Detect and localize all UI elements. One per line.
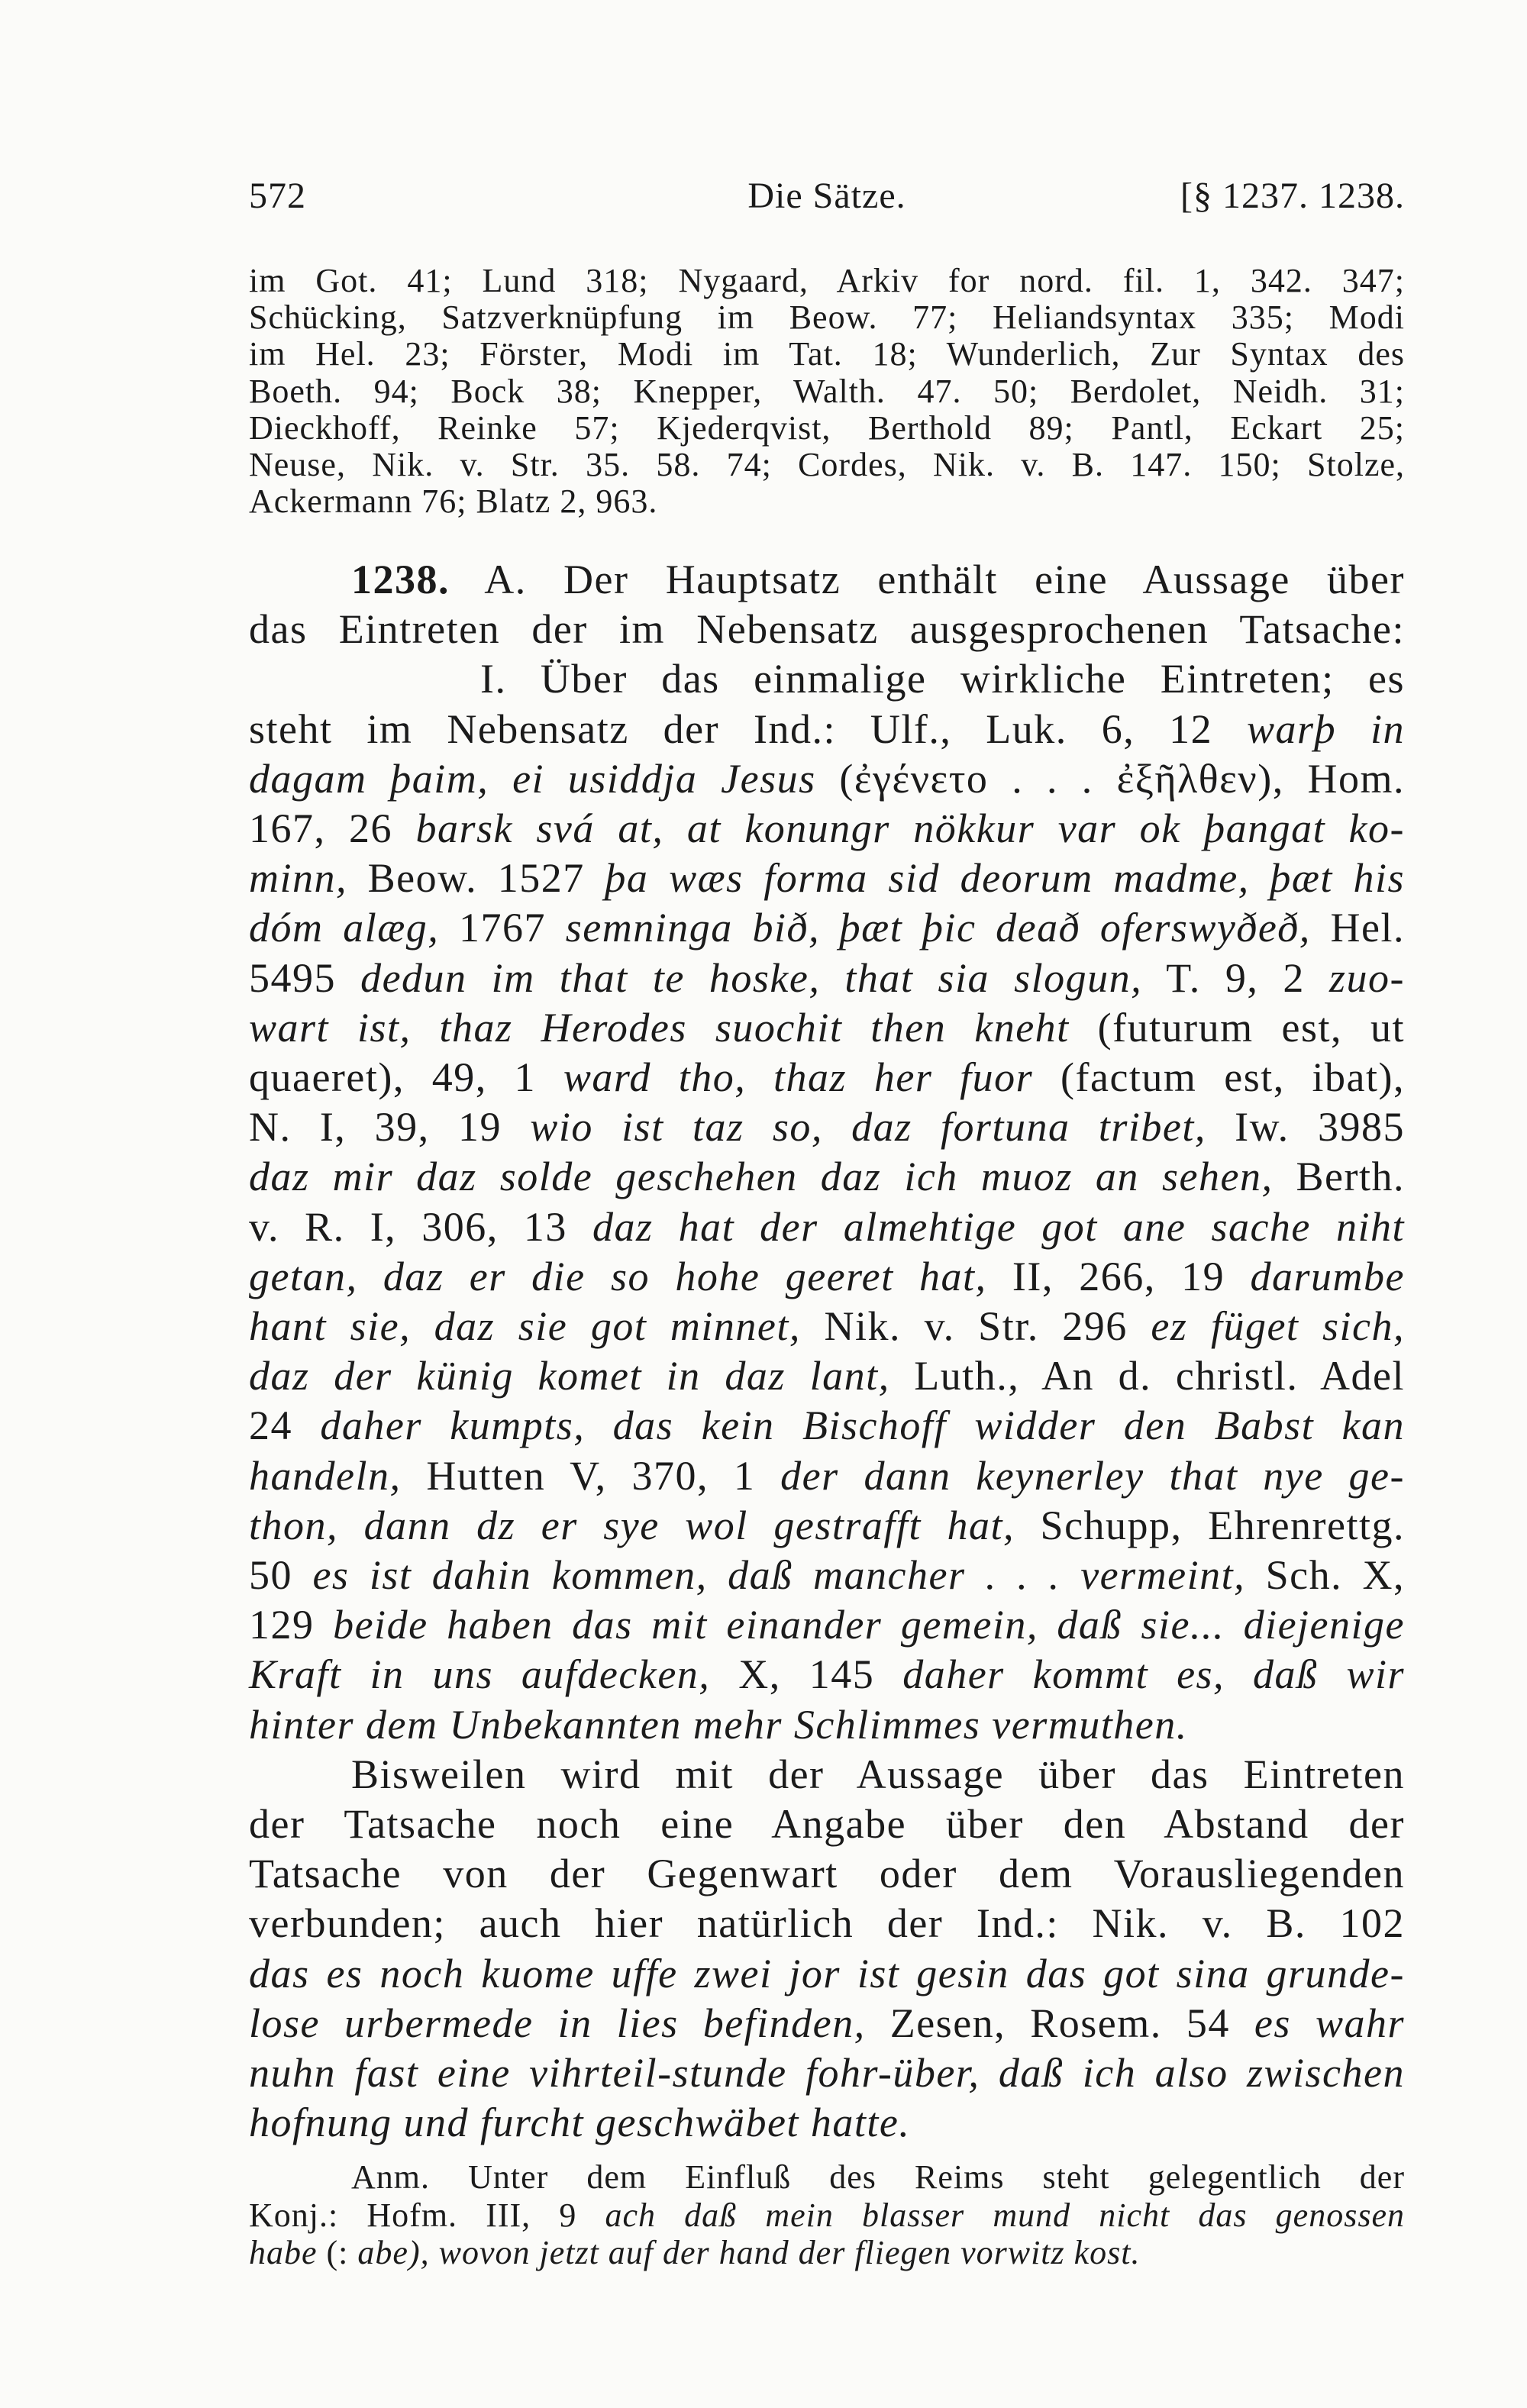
roman-text: verbunden; auch hier natürlich der Ind.: Nik. v. B. 102 [249,1900,1405,1947]
text-line [249,1252,1405,1302]
italic-text: ward tho, thaz her fuor [563,1054,1034,1101]
roman-text: 24 [249,1403,321,1449]
italic-text: dedun im that te hoske, that sia slogun, [360,954,1143,1001]
roman-text: Berth. [1273,1154,1405,1200]
text-line [249,336,1405,373]
roman-text: Bisweilen wird mit der Aussage über das Eintreten [351,1751,1405,1797]
text-line [249,2234,1405,2272]
roman-text: 50 [249,1552,313,1599]
italic-text: dóm alæg, [249,905,440,951]
text-line [249,483,1405,520]
italic-text: hinter dem Unbekannten mehr Schlimmes vermuthen. [249,1701,1188,1748]
text-line [249,2098,1405,2148]
text-line [249,1999,1405,2048]
reference-list [249,263,1405,520]
italic-text: ez füget sich, [1151,1303,1405,1350]
italic-text: hofnung und furcht geschwäbet hatte. [249,2100,911,2146]
section-text [249,555,1405,2148]
italic-text: beide haben das mit einander gemein, daß sie... diejenige [333,1602,1405,1648]
roman-text: der Tatsache noch eine Angabe über den Abstand der [249,1801,1405,1848]
roman-text: Beow. 1527 [347,855,605,902]
italic-text: lose urbermede in lies befinden, [249,2000,866,2046]
roman-text: Boeth. 94; Bock 38; Knepper, Walth. 47. 50; Berdolet, Neidh. 31; [249,372,1405,410]
text-line [249,1053,1405,1102]
roman-text: A. Der Hauptsatz enthält eine Aussage über [450,557,1405,602]
italic-text: minn, [249,855,347,902]
italic-text: dagam þaim, ei usiddja Jesus [249,755,816,802]
roman-text: Konj.: Hofm. III, 9 [249,2196,605,2234]
roman-text: 129 [249,1602,334,1648]
italic-text: darumbe [1250,1253,1405,1299]
text-line [249,263,1405,299]
roman-text: steht im Nebensatz der Ind.: Ulf., Luk. 6, 12 [249,705,1248,752]
roman-text: Sch. X, [1245,1552,1406,1599]
text-line [249,1551,1405,1600]
italic-text: das es noch kuome uffe zwei jor ist gesin das got sina grunde- [249,1950,1405,1996]
text-line [249,854,1405,903]
roman-text: Iw. 3985 [1206,1104,1405,1151]
text-line [249,373,1405,410]
text-line [249,1899,1405,1948]
text-line [249,754,1405,804]
roman-text: I. Über das einmalige wirkliche Eintreten; es [480,656,1405,702]
roman-text: Dieckhoff, Reinke 57; Kjederqvist, Berthold 89; Pantl, Eckart 25; [249,408,1405,447]
text-line [249,2197,1405,2235]
text-line [249,2158,1405,2197]
paragraph-start-line [249,1750,1405,1800]
text-line [249,954,1405,1003]
italic-text: thon, dann dz er sye wol gestrafft hat, [249,1502,1015,1548]
text-line [249,1800,1405,1849]
roman-text: 5495 [249,954,361,1001]
roman-text: 1767 [439,905,566,951]
text-line [249,1451,1405,1501]
roman-text: II, 266, 19 [986,1253,1251,1299]
text-line [249,1302,1405,1351]
roman-text: Ackermann 76; Blatz 2, 963. [249,483,658,521]
text-line [249,1501,1405,1551]
roman-text: im Got. 41; Lund 318; Nygaard, Arkiv for nord. fil. 1, 342. 347; [249,262,1405,299]
italic-text: abe), wovon jetzt auf der hand der fliegen vorwitz kost. [357,2234,1141,2271]
roman-text: im Hel. 23; Förster, Modi im Tat. 18; Wunderlich, Zur Syntax des [249,335,1405,373]
running-header [249,173,1405,220]
text-line [249,1152,1405,1202]
italic-text: daz mir daz solde geschehen daz ich muoz an sehen, [249,1154,1274,1200]
text-line [249,1401,1405,1451]
text-line [249,1351,1405,1401]
italic-text: daz hat der almehtige got ane sache niht [592,1203,1405,1250]
italic-text: hant sie, daz sie got minnet, [249,1303,801,1350]
subsection-heading-line [249,654,1405,704]
roman-text: N. I, 39, 19 [249,1104,531,1151]
italic-text: barsk svá at, at konungr nökkur var ok þangat ko- [415,805,1406,852]
text-line [249,447,1405,483]
roman-text: das Eintreten der im Nebensatz ausgesprochenen Tatsache: [249,606,1405,653]
text-line [249,1003,1405,1053]
italic-text: zuo- [1329,954,1405,1001]
section-heading-line [249,555,1405,605]
roman-text: Tatsache von der Gegenwart oder dem Vorausliegenden [249,1851,1405,1897]
text-line [249,1102,1405,1152]
text-line [249,2048,1405,2098]
roman-text: Schupp, Ehrenrettg. [1014,1502,1405,1548]
italic-text: daher kumpts, das kein Bischoff widder den Babst kan [320,1403,1405,1449]
roman-text: (factum est, ibat), [1033,1054,1405,1101]
text-line [249,1202,1405,1252]
text-line [249,804,1405,854]
roman-text: (futurum est, ut [1069,1004,1405,1051]
italic-text: habe [249,2234,318,2271]
italic-text: es ist dahin kommen, daß mancher . . . vermeint, [312,1552,1246,1599]
text-line [249,299,1405,336]
text-line [249,1949,1405,1999]
section-range: [§ 1237. 1238. [1180,176,1405,216]
text-line [249,605,1405,654]
italic-text: daher kommt es, daß wir [902,1651,1406,1698]
roman-text: 167, 26 [249,805,416,852]
italic-text: wart ist, thaz Herodes suochit then kneht [249,1004,1070,1051]
roman-text: Neuse, Nik. v. Str. 35. 58. 74; Cordes, Nik. v. B. 147. 150; Stolze, [249,446,1405,484]
roman-text: Hel. [1310,905,1405,951]
text-line [249,410,1405,447]
roman-text: Hutten V, 370, 1 [401,1452,781,1499]
italic-text: Kraft in uns aufdecken, [249,1651,711,1698]
italic-text: þa wæs forma sid deorum madme, þæt his [605,855,1406,902]
text-line [249,705,1405,754]
roman-text: quaeret), 49, 1 [249,1054,563,1101]
text-line [249,1700,1405,1750]
roman-text: (ἐγένετο . . . ἐξῆλθεν), Hom. [815,755,1406,802]
roman-text: Anm. Unter dem Einfluß des Reims steht gelegentlich der [351,2158,1405,2196]
text-line [249,1849,1405,1899]
roman-text: (: [317,2234,358,2271]
text-line [249,1600,1405,1650]
roman-text: T. 9, 2 [1142,954,1329,1001]
italic-text: warþ in [1247,705,1405,752]
italic-text: wio ist taz so, daz fortuna tribet, [530,1104,1206,1151]
bold-text: 1238. [351,557,450,602]
roman-text: Luth., An d. christl. Adel [889,1353,1405,1399]
italic-text: ach daß mein blasser mund nicht das genossen [605,2196,1405,2234]
italic-text: nuhn fast eine vihrteil-stunde fohr-über, daß ich also zwischen [249,2050,1405,2097]
text-line [249,1650,1405,1699]
roman-text: Nik. v. Str. 296 [800,1303,1151,1350]
roman-text: v. R. I, 306, 13 [249,1203,592,1250]
page-number: 572 [249,176,306,216]
roman-text: Zesen, Rosem. 54 [865,2000,1254,2046]
roman-text: X, 145 [710,1651,903,1698]
italic-text: daz der künig komet in daz lant, [249,1353,890,1399]
note-anm [249,2158,1405,2272]
italic-text: der dann keynerley that nye ge- [780,1452,1405,1499]
text-line [249,903,1405,953]
italic-text: handeln, [249,1452,402,1499]
italic-text: semninga bið, þæt þic deað oferswyðeð, [565,905,1311,951]
italic-text: getan, daz er die so hohe geeret hat, [249,1253,987,1299]
roman-text: Schücking, Satzverknüpfung im Beow. 77; Heliandsyntax 335; Modi [249,299,1405,337]
italic-text: es wahr [1254,2000,1405,2046]
running-title: Die Sätze. [747,176,906,216]
